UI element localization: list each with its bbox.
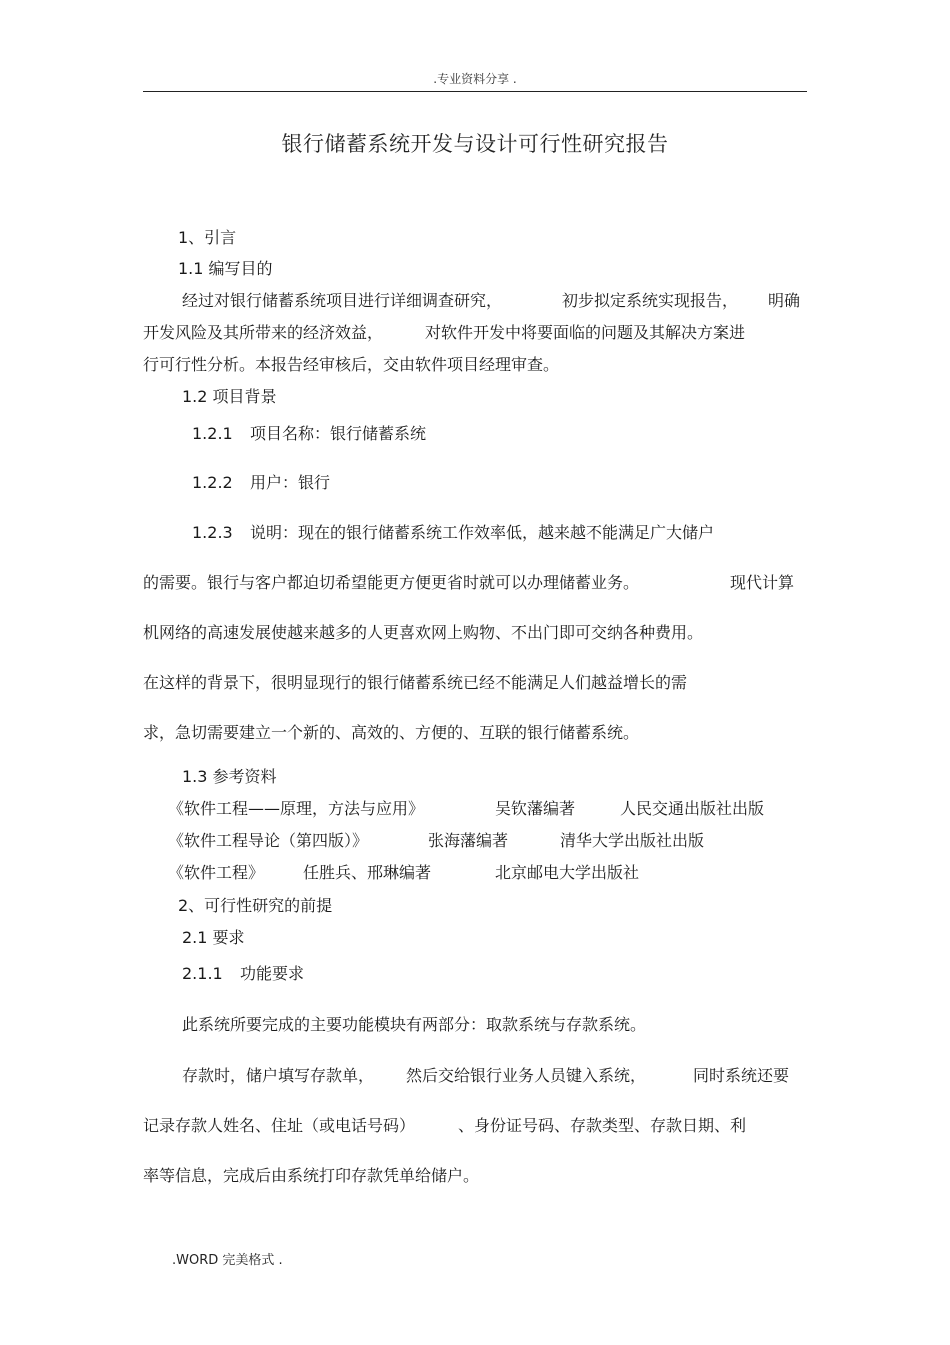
paragraph-purpose-line: 经过对银行储蓄系统项目进行详细调查研究，	[182, 291, 503, 310]
reference-author: 吴钦藩编著	[495, 799, 576, 818]
heading-references: 1.3 参考资料	[182, 767, 277, 786]
subheading-user: 用户：银行	[250, 473, 331, 492]
reference-publisher: 北京邮电大学出版社	[495, 863, 640, 882]
subheading-project-name: 项目名称：银行储蓄系统	[250, 424, 427, 443]
header-divider	[143, 91, 807, 92]
subheading-number: 2.1.1	[182, 964, 223, 983]
subheading-number: 1.2.2	[192, 473, 233, 492]
paragraph-deposit-line: 然后交给银行业务人员键入系统，	[406, 1066, 647, 1085]
reference-book: 《软件工程》	[168, 863, 265, 882]
paragraph-purpose-line: 初步拟定系统实现报告，	[562, 291, 739, 310]
reference-publisher: 清华大学出版社出版	[560, 831, 705, 850]
subheading-description: 说明：现在的银行储蓄系统工作效率低，越来越不能满足广大储户	[250, 523, 715, 542]
paragraph-background-line: 机网络的高速发展使越来越多的人更喜欢网上购物、不出门即可交纳各种费用。	[143, 623, 704, 642]
reference-book: 《软件工程——原理，方法与应用》	[168, 799, 425, 818]
paragraph-deposit-line: 同时系统还要	[693, 1066, 790, 1085]
heading-requirements: 2.1 要求	[182, 928, 245, 947]
reference-publisher: 人民交通出版社出版	[620, 799, 765, 818]
paragraph-purpose-line: 行可行性分析。本报告经审核后，交由软件项目经理审查。	[143, 355, 560, 374]
reference-book: 《软件工程导论（第四版）》	[168, 831, 369, 850]
reference-author: 张海藩编著	[428, 831, 509, 850]
paragraph-purpose-line: 开发风险及其所带来的经济效益，	[143, 323, 384, 342]
heading-purpose: 1.1 编写目的	[178, 259, 273, 278]
paragraph-purpose-line: 明确	[768, 291, 801, 310]
heading-feasibility-premise: 2、可行性研究的前提	[178, 896, 333, 915]
document-title: 银行储蓄系统开发与设计可行性研究报告	[281, 132, 669, 156]
subheading-functional-requirements: 功能要求	[240, 964, 305, 983]
paragraph-purpose-line: 对软件开发中将要面临的问题及其解决方案进	[425, 323, 746, 342]
page-header: .专业资料分享 .	[433, 72, 517, 86]
paragraph-deposit-line: 率等信息，完成后由系统打印存款凭单给储户。	[143, 1166, 480, 1185]
paragraph-deposit-line: 、身份证号码、存款类型、存款日期、利	[458, 1116, 747, 1135]
paragraph-background-line: 求，急切需要建立一个新的、高效的、方便的、互联的银行储蓄系统。	[143, 723, 640, 742]
heading-introduction: 1、引言	[178, 228, 237, 247]
page-footer: .WORD 完美格式 .	[172, 1253, 283, 1268]
paragraph-background-line: 现代计算	[730, 573, 795, 592]
subheading-number: 1.2.1	[192, 424, 233, 443]
paragraph-deposit-line: 存款时，储户填写存款单，	[182, 1066, 375, 1085]
reference-author: 任胜兵、邢琳编著	[303, 863, 432, 882]
subheading-number: 1.2.3	[192, 523, 233, 542]
paragraph-deposit-line: 记录存款人姓名、住址（或电话号码）	[143, 1116, 416, 1135]
paragraph-modules: 此系统所要完成的主要功能模块有两部分：取款系统与存款系统。	[182, 1015, 647, 1034]
paragraph-background-line: 在这样的背景下，很明显现行的银行储蓄系统已经不能满足人们越益增长的需	[143, 673, 688, 692]
paragraph-background-line: 的需要。银行与客户都迫切希望能更方便更省时就可以办理储蓄业务。	[143, 573, 640, 592]
heading-background: 1.2 项目背景	[182, 387, 277, 406]
